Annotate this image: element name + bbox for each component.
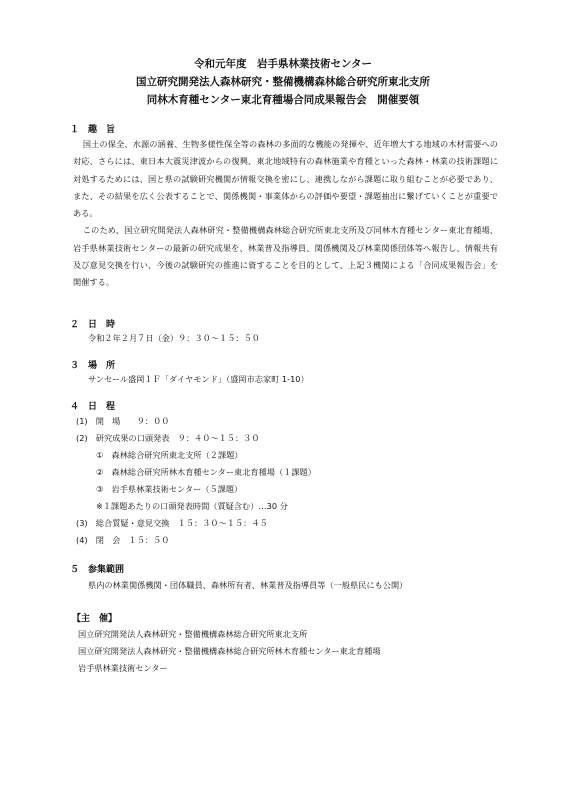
- purpose-paragraph-2: このため、国立研究開発法人森林研究・整備機構森林総合研究所東北支所及び同林木育種センター東北育種場、岩手県林業技術センターの最新の研究成果を、林業普及指導員、関係機関及び林業関係団体等へ報告し、情報共有及び意見交換を行い、今後の試験研究の推進に資することを目的として、上記３機関による「合同成果報告会」を開催する。: [73, 225, 498, 288]
- organizer-item: 岩手県林業技術センター: [78, 663, 168, 673]
- section-schedule-heading: ４ 日 程: [70, 402, 116, 412]
- document-title: [0, 55, 566, 109]
- section-purpose-body: [73, 136, 498, 292]
- schedule-note: ※１課題あたりの口頭発表時間（質疑含む）…30 分: [96, 501, 288, 511]
- organizers-heading: 【主 催】: [72, 614, 118, 624]
- schedule-item: (1) 開 場 ９：００: [76, 416, 170, 426]
- schedule-subitem: ③ 岩手県林業技術センター（５課題）: [96, 484, 243, 494]
- title-line-2: 国立研究開発法人森林研究・整備機構森林総合研究所東北支所: [136, 76, 430, 88]
- section-audience-text: 県内の林業関係機関・団体職員、森林所有者、林業普及指導員等（一般県民にも公開）: [88, 580, 408, 590]
- title-line-1: 令和元年度 岩手県林業技術センター: [193, 58, 373, 70]
- section-audience-heading: ５ 参集範囲: [70, 565, 125, 575]
- section-venue-heading: ３ 場 所: [70, 361, 116, 371]
- schedule-item: (3) 総合質疑・意見交換 １５：３０～１５：４５: [76, 518, 268, 528]
- schedule-subitem: ① 森林総合研究所東北支所（２課題）: [96, 450, 243, 460]
- organizer-item: 国立研究開発法人森林研究・整備機構森林総合研究所東北支所: [78, 629, 308, 639]
- section-datetime-text: 令和２年２月７日（金）９：３０～１５：５０: [88, 333, 260, 343]
- section-datetime-heading: ２ 日 時: [70, 320, 116, 330]
- section-purpose-heading: １ 趣 旨: [70, 125, 116, 135]
- schedule-item: (2) 研究成果の口頭発表 ９：４０～１５：３０: [76, 433, 260, 443]
- schedule-subitem: ② 森林総合研究所林木育種センター東北育種場（１課題）: [96, 467, 316, 477]
- organizer-item: 国立研究開発法人森林研究・整備機構森林総合研究所林木育種センター東北育種場: [78, 646, 381, 656]
- section-venue-text: サンセール盛岡１Ｆ「ダイヤモンド」（盛岡市志家町 1-10）: [88, 374, 309, 384]
- purpose-paragraph-1: 国土の保全、水源の涵養、生物多様性保全等の森林の多面的な機能の発揮や、近年増大する地域の木材需要への対応、さらには、東日本大震災津波からの復興、東北地域特有の森林施業や育種といった森林・林業の技術課題に対処するためには、国と県の試験研究機関が情報交換を密にし、連携しながら課題に取り組むことが必要であり、また、その結果を広く公表することで、関係機関・事業体からの評価や要望・課題抽出に繋げていくことが重要である。: [73, 139, 498, 219]
- schedule-item: (4) 閉 会 １５：５０: [76, 535, 170, 545]
- title-line-3: 同林木育種センター東北育種場合同成果報告会 開催要領: [146, 94, 420, 106]
